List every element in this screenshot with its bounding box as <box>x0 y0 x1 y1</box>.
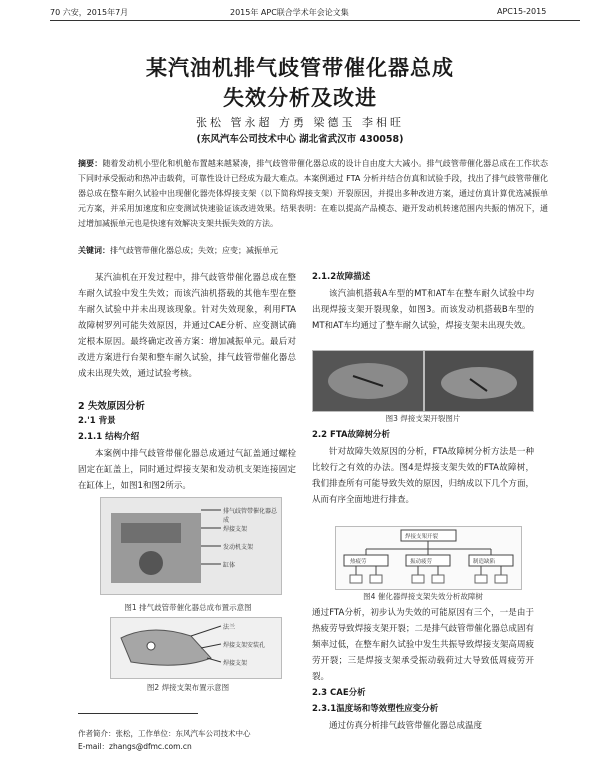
figure-3-photo-left <box>312 350 424 412</box>
section-2-1-1-heading: 2.1.1 结构介绍 <box>78 432 140 442</box>
footnote-rule <box>78 713 198 714</box>
fig1-label-block: 缸体 <box>223 562 236 569</box>
section-2-heading: 2 失效原因分析 <box>78 401 145 412</box>
figure-2-image <box>110 617 282 679</box>
affiliation: (东风汽车公司技术中心 湖北省武汉市 430058) <box>196 134 404 145</box>
section-2-1-heading: 2.'1 背景 <box>78 416 116 426</box>
section-2-1-2-heading: 2.1.2故障描述 <box>312 272 371 282</box>
cae-paragraph: 通过仿真分析排气歧管带催化器总成温度 <box>329 721 483 731</box>
fig1-label-bracket: 焊接支架 <box>223 526 248 533</box>
abstract-text: 随着发动机小型化和机舱布置越来越紧凑，排气歧管带催化器总成的设计自由度大大减小。排气歧管带催化器总成在工作状态下同时承受振动和热冲击载荷，可靠性设计已经成为最大难点。本案例通过 FTA 分析并结合仿真和试验手段，找出了排气歧管带催化器总成在整车耐久试验中出现催化器壳体焊接支架（以下简称焊接支架）开裂原因，并提出多种改进方案，通过仿真计算优选减振单元方案，并采用加速度和应变测试快速验证该改进效果。结果表明：在难以提高产品模态、避开发动机转速范围内共振的情况下，通过增加减振单元也是快速有效解决支架共振失效的方法。 <box>78 159 549 228</box>
figure-4-fta-tree <box>335 526 522 590</box>
authors: 张松 管永超 方勇 梁德玉 李相旺 <box>196 116 404 129</box>
paper-title-line2: 失效分析及改进 <box>223 86 377 110</box>
fig1-label-assembly: 排气歧管带催化器总成 <box>223 508 278 524</box>
fta-paragraph: 针对故障失效原因的分析，FTA故障树分析方法是一种比较行之有效的办法。图4是焊接支架失效的FTA故障树，我们排查所有可能导致失效的原因，归纳成以下几个方面，从而有序全面地进行排查。 <box>312 447 534 505</box>
header-rule <box>50 20 580 21</box>
catalyst-shape <box>139 551 163 575</box>
figure-4-caption: 图4 催化器焊接支架失效分析故障树 <box>363 592 483 601</box>
paper-title-line1: 某汽油机排气歧管带催化器总成 <box>146 56 454 80</box>
fig2-label-bracket: 焊接支架 <box>223 660 248 667</box>
fta-node-3-label: 制造缺陷 <box>473 559 496 565</box>
fig2-label-flange: 法兰 <box>223 624 236 631</box>
fault-paragraph: 该汽油机搭载A车型的MT和AT车在整车耐久试验中均出现焊接支架开裂现象，如图3。而该发动机搭载B车型的MT和AT车均通过了整车耐久试验，焊接支架未出现失效。 <box>312 289 534 331</box>
fig1-label-engine-bracket: 发动机支架 <box>223 544 254 551</box>
abstract-label: 摘要： <box>78 159 103 168</box>
bracket-photo-shape-2 <box>441 367 517 399</box>
section-2-3-1-heading: 2.3.1温度场和等效塑性应变分析 <box>312 704 439 714</box>
mount-hole-shape <box>147 642 155 650</box>
footnote-author: 作者简介：张松，工作单位：东风汽车公司技术中心 <box>78 729 251 738</box>
running-header-left: 70 六安，2015年7月 <box>50 8 129 17</box>
structure-paragraph: 本案例中排气歧管带催化器总成通过气缸盖通过螺栓固定在缸盖上，同时通过焊接支架和发动机支架连接固定在缸体上，如图1和图2所示。 <box>78 449 296 491</box>
section-2-3-heading: 2.3 CAE分析 <box>312 688 366 698</box>
fig2-label-hole: 焊接支架安装孔 <box>223 642 266 649</box>
running-header-right: APC15-2015 <box>497 7 547 16</box>
abstract <box>78 156 548 231</box>
intro-paragraph: 某汽油机在开发过程中，排气歧管带催化器总成在整车耐久试验中发生失效；而该汽油机搭载的其他车型在整车耐久试验中并未出现该现象。针对失效现象，利用FTA故障树罗列可能失效原因，并通过CAE分析、应变测试确定根本原因。最终确定改善方案：增加减振单元。最后对改进方案进行台架和整车耐久试验，排气歧管带催化器总成未出现失效，通过试验考核。 <box>78 273 296 379</box>
fta-node-1-label: 热疲劳 <box>350 559 367 565</box>
keywords-label: 关键词： <box>78 246 110 255</box>
fta-node-2-label: 振动疲劳 <box>410 559 433 565</box>
manifold-shape <box>121 523 181 543</box>
figure-3-caption: 图3 焊接支架开裂图片 <box>385 414 461 423</box>
footnote-email: E-mail：zhangs@dfmc.com.cn <box>78 742 192 751</box>
running-header-center: 2015年 APC联合学术年会论文集 <box>230 8 349 17</box>
keywords <box>78 245 548 256</box>
keywords-text: 排气歧管带催化器总成；失效；应变；减振单元 <box>110 246 278 255</box>
analysis-paragraph: 通过FTA分析，初步认为失效的可能原因有三个，一是由于热疲劳导致焊接支架开裂；二是排气歧管带催化器总成固有频率过低，在整车耐久试验中发生共振导致焊接支架高周疲劳开裂；三是焊接支架承受振动载荷过大导致低周疲劳开裂。 <box>312 608 534 682</box>
figure-1-image <box>100 497 282 595</box>
fta-top-label: 焊接支架开裂 <box>405 534 439 540</box>
figure-2-caption: 图2 焊接支架布置示意图 <box>146 683 230 692</box>
section-2-2-heading: 2.2 FTA故障树分析 <box>312 430 391 440</box>
figure-1-caption: 图1 排气歧管带催化器总成布置示意图 <box>124 603 252 612</box>
figure-3-photo-right <box>424 350 534 412</box>
flange-shape <box>121 630 211 665</box>
